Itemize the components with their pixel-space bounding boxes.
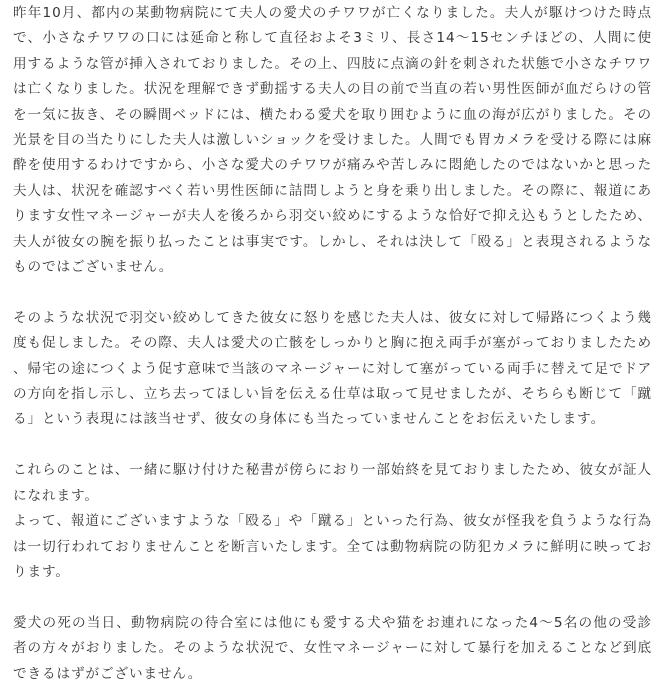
paragraph-text: よって、報道にございますような「殴る」や「蹴る」といった行為、彼女が怪我を負うような行為は一切行われておりませんことを断言いたします。全ては動物病院の防犯カメラに鮮明に映っております。 xyxy=(13,513,652,580)
paragraph-spacer xyxy=(13,433,652,458)
paragraph-spacer xyxy=(13,585,652,610)
paragraph-incident xyxy=(13,0,652,280)
paragraph-text: 昨年10月、都内の某動物病院にて夫人の愛犬のチワワが亡くなりました。夫人が駆けつけた時点で、小さなチワワの口には延命と称して直径およそ3ミリ、長さ14〜15センチほどの、人間に使用するような管が挿入されておりました。その上、四肢に点滴の針を刺された状態で小さなチワワは亡くなりました。状況を理解できず動揺する夫人の目の前で当直の若い男性医師が血だらけの管を一気に抜き、その瞬間ベッドには、横たわる愛犬を取り囲むように血の海が広がりました。その光景を目の当たりにした夫人は激しいショックを受けました。人間でも胃カメラを受ける際には麻酔を使用するわけですから、小さな愛犬のチワワが痛みや苦しみに悶絶したのではないかと思った夫人は、状況を確認すべく若い男性医師に詰問しようと身を乗り出しました。その際に、報道にあります女性マネージャーが夫人を後ろから羽交い絞めにするような恰好で抑え込もうとしたため、夫人が彼女の腕を振り払ったことは事実です。しかし、それは決して「殴る」と表現されるようなものではございません。 xyxy=(13,5,652,276)
paragraph-aftermath xyxy=(13,306,652,433)
paragraph-witness xyxy=(13,458,652,585)
paragraph-text: そのような状況で羽交い絞めしてきた彼女に怒りを感じた夫人は、彼女に対して帰路につくよう幾度も促しました。その際、夫人は愛犬の亡骸をしっかりと胸に抱え両手が塞がっておりましたため、帰宅の途につくよう促す意味で当該のマネージャーに対して塞がっている両手に替えて足でドアの方向を指し示し、立ち去ってほしい旨を伝える仕草は取って見せましたが、そちらも断じて「蹴る」という表現には該当せず、彼女の身体にも当たっていませんことをお伝えいたします。 xyxy=(13,309,652,428)
paragraph-text: 愛犬の死の当日、動物病院の待合室には他にも愛する犬や猫をお連れになった4〜5名の他の受診者の方々がおりました。そのような状況で、女性マネージャーに対して暴行を加えることなど到底できるはずがございません。 xyxy=(13,614,652,682)
paragraph-text: これらのことは、一緒に駆け付けた秘書が傍らにおり一部始終を見ておりましたため、彼女が証人になれます。 xyxy=(13,462,652,504)
paragraph-spacer xyxy=(13,280,652,305)
paragraph-waiting-room xyxy=(13,611,652,687)
